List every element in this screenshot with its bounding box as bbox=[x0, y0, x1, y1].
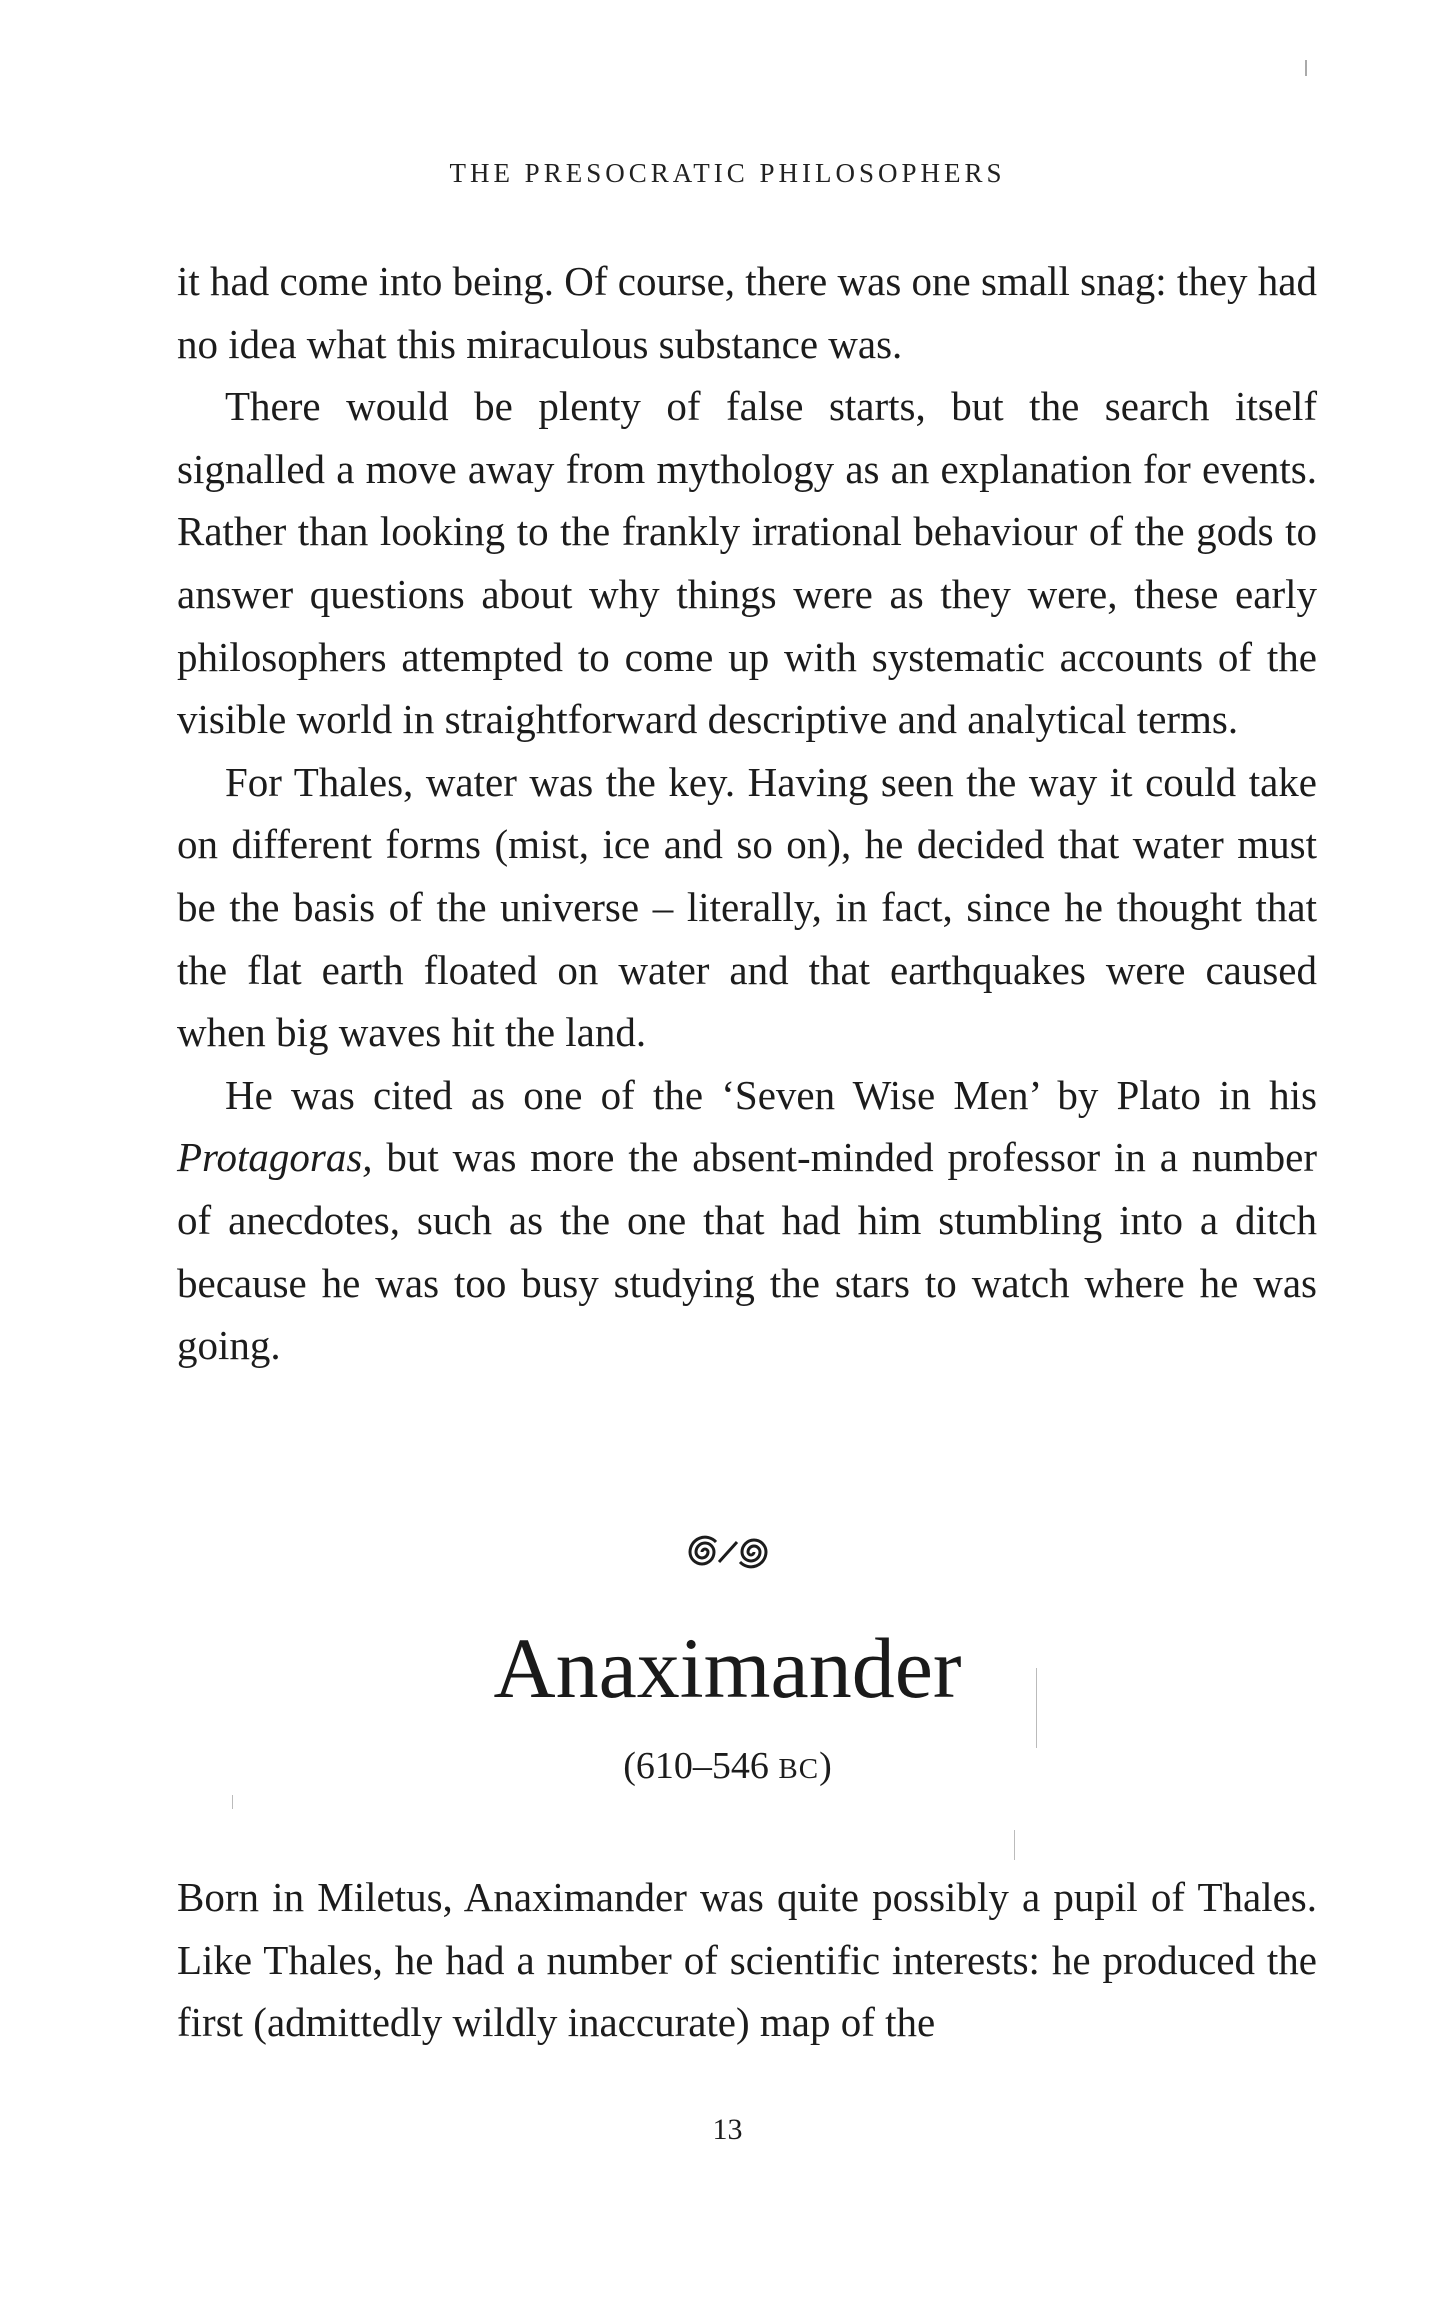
paragraph-1: it had come into being. Of course, there was one small snag: they had no idea what this miraculous substance was. bbox=[177, 258, 1317, 367]
body-text-bottom bbox=[177, 1866, 1317, 2054]
scan-mark bbox=[232, 1795, 233, 1809]
dates-era: BC bbox=[778, 1753, 820, 1785]
scan-mark bbox=[1014, 1830, 1015, 1860]
body-text-top bbox=[177, 250, 1317, 1377]
section-title: Anaximander bbox=[493, 1620, 962, 1716]
paragraph-2: There would be plenty of false starts, but the search itself signalled a move away from mythology as an explanation for events. Rather than looking to the frankly irrational behaviour of the gods to answer questions about why things were as they were, these early philosophers attempted to come up with systematic accounts of the visible world in straightforward descriptive and analytical terms. bbox=[177, 383, 1317, 743]
paragraph-4-end: but was more the absent-minded professor in a number of anecdotes, such as the one that had him stumbling into a ditch because he was too busy studying the stars to watch where he was going. bbox=[177, 1134, 1317, 1369]
dates-close: ) bbox=[819, 1745, 832, 1787]
running-head: THE PRESOCRATIC PHILOSOPHERS bbox=[449, 158, 1006, 188]
paragraph-3: For Thales, water was the key. Having seen the way it could take on different forms (mist, ice and so on), he decided that water must be the basis of the universe – literally, in fact, since he thought that the flat earth floated on water and that earthquakes were caused when big waves hit the land. bbox=[177, 758, 1317, 1056]
spiral-ornament-icon bbox=[0, 1532, 1455, 1577]
page-number: 13 bbox=[712, 2113, 743, 2146]
scan-mark bbox=[1305, 60, 1307, 76]
scan-mark bbox=[1036, 1668, 1037, 1748]
section-dates bbox=[0, 1744, 1455, 1788]
paragraph-4 bbox=[177, 1064, 1317, 1377]
dates-range: (610–546 bbox=[623, 1745, 779, 1787]
book-title-protagoras: Protagoras, bbox=[177, 1134, 373, 1181]
paragraph-anaximander: Born in Miletus, Anaximander was quite possibly a pupil of Thales. Like Thales, he had a number of scientific interests: he produced the first (admittedly wildly inaccurate) map of the bbox=[177, 1874, 1317, 2046]
paragraph-4-start: He was cited as one of the ‘Seven Wise Men’ by Plato in his bbox=[225, 1071, 1317, 1118]
